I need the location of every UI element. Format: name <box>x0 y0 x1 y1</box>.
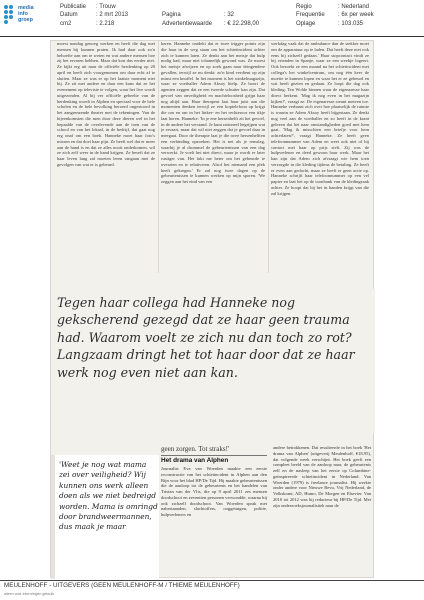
meta-column-region <box>296 3 374 28</box>
column-divider <box>268 41 269 273</box>
meta-column-page <box>162 3 259 28</box>
oplage-label: Oplage <box>296 20 316 27</box>
pagina-value: : 32 <box>224 12 235 19</box>
footer-divider <box>0 580 424 581</box>
logo-dots-icon <box>4 5 18 27</box>
article-column-3: werkdag vaak dat de ambulance dan de stekker moet om de apparatuur op te laden. Dat heeft deze niet ook eens bij zichzelf gedaan.' Haar stopcontact vindt ze bij vrienden in Spanje, waar ze een weekje logeert. Ook bezoekt ze een maand na het schietincident met collega's het winkelcentrum, om nog één keer de moeite te kunnen lopen en waar het er ze gebeurd en wat heeft gezien en gedaan. Ze loopt die dag ook kleding. Ten Wolde binnen waar de eigenaresse haar direct herkent. 'Mag ik nog even in het magazijn kijken?', vraagt ze. De eigenaresse steunt meteen toe. Hanneke verbaast zich over hoe plaatselijk de ruimte is waarin ze Adem Aksoy heeft bijgestaan. Ze denkt nog veel aan de voetballer en zo heeft in de krant gelezen dat het naar omstandigheden goed met hem gaat. 'Mag ik misschien een briefje voor hem achterlaten?', vraagt Hanneke. Ze heeft geen telefoonnummer van Adem en weet ook niet of hij contact met haar op prijs stelt. Zij was de hulpverlener en deed gewoon haar werk. Maar het kan zijn dat Adem zich afvraagt wie hem toen verzorgde in die kleding tijdens de betaling. Ze heeft er even aan gedacht, maar ze heeft er geen actie op. Hanneke schrijft haar telefoonnummer op een vel papier en laat het op de toonbank van de kledingzaak achter. Ze hoopt dat bij het in handen krijgt van die zal krijgen. <box>271 41 369 196</box>
pull-quote: Tegen haar collega had Hanneke nog gekscherend gezegd dat ze haar geen trauma had. Waarom voelt ze zich nu dan toch zo rot? Langzaam dringt het tot haar door dat ze haar werk nog even niet aan kan. <box>57 295 355 380</box>
quote-continuation: geen zorgen. Tot straks!' <box>161 445 230 453</box>
cm2-label: cm2 <box>60 20 72 27</box>
side-quote-box <box>51 455 159 579</box>
info-box-heading: Het drama van Alphen <box>161 455 267 465</box>
usage-note: alleen voor intern/eigen gebruik <box>4 592 55 596</box>
article-column-2: keren. Hanneke ontdekt dat er twee trigger points zijn die haar in de weg staan om het schietincident achter zich te kunnen laten. Ze denkt aan het meisje dat hulp nodig had, maar niet ichamelijk gewond was. Ze moest het meisje afwijzen en op zoek gaan naar dringendere gevallen, terwijl ze nu denkt: zo'n kind verdient op zijn minst een knuffel. In het moment is het winkelmagazijn, waar ze voetballer Adem Aksoy hielp. Ze hoort de agenten zeggen dat ze een tweede schutter kan zijn. Dat gevoel van onveiligheid en machteloosheid grijpt haar nog altijd aan. Haar therapeut laat haar juist aan die momenten denken terwijl ze een koptelefoon op krijgt die om en om in het linker- en het rechteroor een tikje laat horen. Hanneke: 'In je ene hersenhelft zit het gevoel, in de andere het verstand. Je kunt rationeel begrijpen wat je ervaart, maar dat wil niet zeggen dat je gevoel daar in meegaat. Door de therapie laat je die twee hersenhelften een verbinding opzoeken. Het is net als je remslag, waarbij je al drommel de gebeurtenissen van een dag verwerkt. Je voelt het niet direct, maar je wordt er later rustiger van. Het lukt me beter om het gebeurde te overzien en te relativeren. Alsof het niemand een plek heeft gekregen.' Er zal nog twee dagen op de gebeurtenissen te kunnen werken op mijn sporen. 'We zeggen aan het eind van een <box>161 41 265 184</box>
oplage-value: : 103.035 <box>338 20 364 27</box>
publicatie-value: : Trouw <box>96 4 116 10</box>
bottom-column-2 <box>161 445 267 579</box>
advertentiewaarde-label: Advertentiewaarde <box>162 20 213 27</box>
column-divider <box>158 41 159 273</box>
info-box-text-continued: andere betrokkenen. Dat resulteerde in het boek 'Het drama van Alphen' (uitgeverij Meulenhoff, €18,95), dat volgende week verschijnt. Het boek geeft een compleet beeld van de aanloop naar, de gebeurtenis zelf en de nasleep van het eerste op Columbine-geïnspireerde schietincident in Nederland. Van Woerden (1979) is freelance journalist. Hij werkte onder andere voor Nieuwe Revu, Vrij Nederland, de Volkskrant, AD, Humo, De Morgen en Elsevier. Van 2010 tot 2012 was hij redacteur bij HP/De Tijd. Met zijn onderzoeksjournalistiek naar de <box>273 445 371 508</box>
side-quote: 'Weet je nog wat mama zei over veiligheid? Wij kunnen ons werk alleen doen als we niet bedreigd worden. Mama is omringd door brandweermannen, dus maak je maar <box>59 460 158 532</box>
frequentie-label: Frequentie <box>296 12 325 19</box>
regio-label: Regio <box>296 4 312 10</box>
advertentiewaarde-value: : € 22.298,00 <box>224 20 260 27</box>
clipping-header <box>0 0 424 34</box>
meta-column-publication <box>60 3 128 28</box>
article-column-1: moest nondag genoeg werken en heeft die dag met mensen bij kunnen praten. Ik had daar ook zo'n behoefte aan om te weten en wat andere mensen hoe zij het ervaren hebben. Maar dat kon dus eerder niet. Ze kijkt erg uit naar de officiële herdenking op 20 april en heeft zich voorgenomen om daar echt af te sluiten. Maar ze was er op het laatste moment niet bij. Ze zit met andere en daar een kans dat ze het evenement op televisie te volgen, waar het live wordt uitgezonden. Al bij ver officiële gebeelte van de herdenking woedt in Alphen en speciaal voor de hele scholen en de hele bevolking beroerd ongestoord in het aangrenzende theater met de tekeningen. Van de bijeenkomsten die men door deze dieren wel in het bepaalde van de overlevende aan de toen van de school en van het lokaal, in de bedrijf, dat gaat nog erg onaf om een boek. Hanneke moet haar foto's missen en dat doet haar pijn. Ze heeft wel dat er meer aan de hand is en dat ze alles nooit onderkomen, wil ze zich zelf weer in de hand krijgen. Ze beseft dat ze haar leven lang zal moeten leren omgaan met de gevolgen van wat er is gebeurd. <box>57 41 155 167</box>
regio-value: : Nederland <box>338 4 370 10</box>
logo-text: media info groep <box>18 5 34 24</box>
datum-value: : 2 mrt 2013 <box>96 12 129 19</box>
datum-label: Datum <box>60 12 78 19</box>
publicatie-label: Publicatie <box>60 4 87 10</box>
info-box-text: Journalist Eva van Woerden maakte een eerste reconstructie van het schietincident in Alphen aan den Rijn voor het blad HP/De Tijd. Hij maakte gebeurtenissen die de aanloop tot de gebeurtenis en het handelen van Tristan van der Vlis, die op 9 april 2011 zes mensen doodschoot en zeventien personen verwondde, waarna hij ook zichzelf doodschoot. Van Woerden sprak met nabestaanden, slachtoffers, ooggetuigen, politie, hulpverleners en <box>161 466 267 517</box>
media-info-groep-logo <box>4 3 48 31</box>
bottom-column-3 <box>273 445 371 579</box>
cm2-value: : 2.218 <box>96 20 115 27</box>
client-footer: MEULENHOFF - UITGEVERS (GEEN MEULENHOFF-M / THIEME MEULENHOFF) <box>4 582 240 589</box>
frequentie-value: : 6x per week <box>338 12 374 19</box>
pagina-label: Pagina <box>162 12 181 19</box>
header-divider <box>0 36 424 37</box>
pull-quote-block <box>51 289 375 433</box>
newspaper-clipping <box>50 40 374 578</box>
